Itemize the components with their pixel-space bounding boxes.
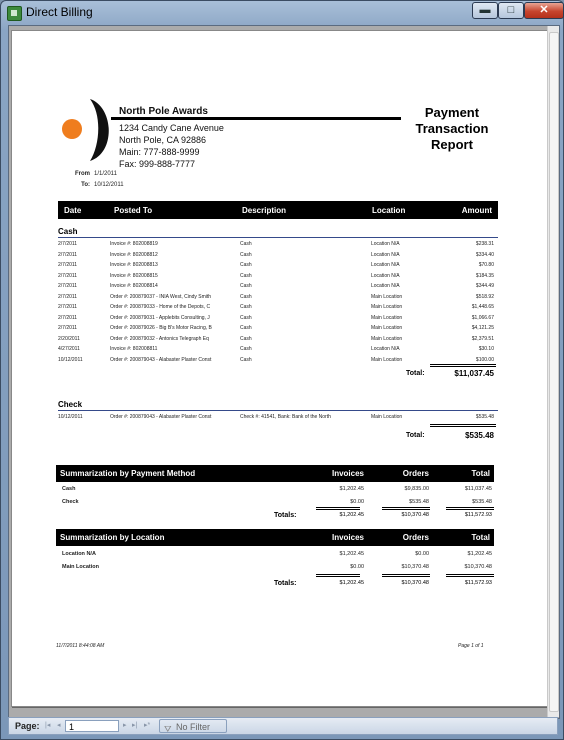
row-date: 2/7/2011 xyxy=(58,293,78,300)
cash-total-value: $11,037.45 xyxy=(454,369,494,378)
row-date: 2/7/2011 xyxy=(58,325,78,331)
to-date: 10/12/2011 xyxy=(94,182,124,188)
row-posted-to: Invoice #: 802008819 xyxy=(110,241,158,247)
table-row xyxy=(58,292,498,303)
report-title-line: Payment xyxy=(424,105,480,120)
row-date: 10/12/2011 xyxy=(58,414,83,420)
title-bar[interactable] xyxy=(1,1,563,25)
row-description: Cash xyxy=(240,356,252,363)
table-row xyxy=(58,250,498,261)
row-description: Cash xyxy=(240,272,252,279)
report-page xyxy=(11,30,548,707)
location-summary-rows xyxy=(56,548,494,574)
row-location: Main Location xyxy=(371,314,403,321)
check-section-rule xyxy=(58,410,498,411)
company-main-phone: Main: 777-888-9999 xyxy=(119,147,200,157)
row-description: Cash xyxy=(240,293,252,300)
report-title-line: Transaction xyxy=(415,121,489,136)
from-date: 1/1/2011 xyxy=(94,171,117,177)
payment-method-totals-label: Totals: xyxy=(274,512,297,519)
first-page-icon[interactable]: |◂ xyxy=(45,722,51,729)
row-location: Main Location xyxy=(371,293,403,300)
summary-label: Main Location xyxy=(62,564,99,570)
summary-total: $11,037.45 xyxy=(464,486,492,492)
table-row xyxy=(58,412,498,423)
row-description: Cash xyxy=(240,335,252,342)
summary-orders: $0.00 xyxy=(415,551,429,557)
row-location: Location N/A xyxy=(371,283,400,289)
date-range xyxy=(68,171,124,193)
new-record-icon[interactable]: ▸* xyxy=(144,722,151,729)
maximize-button[interactable]: □ xyxy=(498,2,524,19)
summary-orders: $9,835.00 xyxy=(404,486,429,492)
access-app-icon xyxy=(7,6,22,21)
row-location: Main Location xyxy=(371,325,403,331)
page-number-input[interactable]: 1 xyxy=(65,720,119,732)
row-date: 2/7/2011 xyxy=(58,241,78,247)
payment-method-total-rule xyxy=(446,507,494,510)
table-row xyxy=(58,334,498,345)
row-description: Cash xyxy=(240,314,252,321)
table-row xyxy=(58,302,498,313)
row-posted-to: Order #: 200879043 - Alabaster Plaster Const xyxy=(110,414,212,420)
check-total-label: Total: xyxy=(406,432,425,439)
summary-total: $10,370.48 xyxy=(464,564,492,570)
payment-method-summary-rows xyxy=(56,483,494,509)
row-posted-to: Invoice #: 802008815 xyxy=(110,272,158,279)
payment-method-orders-rule xyxy=(382,507,430,510)
footer-timestamp: 11/7/2011 8:44:08 AM xyxy=(56,643,105,649)
row-date: 2/7/2011 xyxy=(58,304,78,310)
row-location: Location N/A xyxy=(371,346,400,352)
row-amount: $238.31 xyxy=(475,241,494,247)
cash-total-rule xyxy=(430,364,496,367)
row-posted-to: Order #: 200879037 - INIA West, Cindy Smith xyxy=(110,293,212,300)
row-amount: $535.48 xyxy=(475,414,494,420)
table-row xyxy=(58,313,498,324)
table-row xyxy=(58,271,498,282)
table-row xyxy=(58,239,498,250)
col-description: Description xyxy=(242,206,287,215)
summary-invoices: $1,202.45 xyxy=(339,486,364,492)
minimize-button[interactable]: ▬ xyxy=(472,2,498,19)
row-amount: $334.40 xyxy=(475,251,494,258)
summary-label: Location N/A xyxy=(62,551,96,557)
row-description: Cash xyxy=(240,251,252,258)
row-posted-to: Order #: 200879032 - Antonics Telegraph Eq xyxy=(110,335,209,342)
summary-invoices: $0.00 xyxy=(350,499,364,505)
row-date: 2/7/2011 xyxy=(58,251,78,258)
check-total-rule xyxy=(430,424,496,427)
summary-row xyxy=(56,483,494,496)
location-totals-invoices: $1,202.45 xyxy=(339,580,364,586)
location-totals-label: Totals: xyxy=(274,580,297,587)
row-date: 2/7/2011 xyxy=(58,283,78,289)
row-posted-to: Invoice #: 802008814 xyxy=(110,283,158,289)
column-header-bar xyxy=(58,201,498,219)
row-date: 2/7/2011 xyxy=(58,262,78,268)
row-amount: $518.92 xyxy=(475,293,494,300)
to-label: To: xyxy=(81,182,90,188)
row-location: Main Location xyxy=(371,356,403,363)
check-total-value: $535.48 xyxy=(465,431,494,440)
scrollbar-thumb[interactable] xyxy=(549,32,559,712)
report-title-line: Report xyxy=(431,137,473,152)
from-label: From xyxy=(75,171,90,177)
cash-total-label: Total: xyxy=(406,370,425,377)
check-rows xyxy=(58,412,498,423)
page-label: Page: xyxy=(15,721,40,731)
col-location: Location xyxy=(372,206,406,215)
payment-method-invoices-header: Invoices xyxy=(331,469,364,478)
col-amount: Amount xyxy=(461,206,492,215)
location-total-header: Total xyxy=(471,533,490,542)
row-amount: $100.00 xyxy=(475,356,494,363)
row-date: 2/20/2011 xyxy=(58,335,80,342)
cash-section-title: Cash xyxy=(58,227,78,236)
summary-invoices: $1,202.45 xyxy=(339,551,364,557)
company-name: North Pole Awards xyxy=(119,106,208,117)
report-preview-area xyxy=(8,25,560,719)
row-date: 2/7/2011 xyxy=(58,314,78,321)
window-title: Direct Billing xyxy=(26,5,93,19)
last-page-icon[interactable]: ▸| xyxy=(132,722,138,729)
row-amount: $4,121.25 xyxy=(471,325,494,331)
payment-method-summary-title: Summarization by Payment Method xyxy=(60,469,196,478)
location-orders-header: Orders xyxy=(402,533,429,542)
row-posted-to: Invoice #: 802008812 xyxy=(110,251,158,258)
row-location: Location N/A xyxy=(371,272,400,279)
location-total-rule xyxy=(446,574,494,577)
row-amount: $70.80 xyxy=(478,262,494,268)
summary-total: $1,202.45 xyxy=(467,551,492,557)
row-posted-to: Order #: 200879031 - Applebits Consulting, J xyxy=(110,314,210,321)
location-invoices-header: Invoices xyxy=(331,533,364,542)
payment-method-orders-header: Orders xyxy=(402,469,429,478)
logo-arc-icon xyxy=(82,97,116,163)
report-title xyxy=(402,105,502,153)
table-row xyxy=(58,323,498,334)
table-row xyxy=(58,344,498,355)
location-orders-rule xyxy=(382,574,430,577)
next-page-icon[interactable]: ▸ xyxy=(123,722,127,729)
company-fax: Fax: 999-888-7777 xyxy=(119,159,196,169)
check-section-title: Check xyxy=(58,400,83,409)
record-navigation-bar xyxy=(8,717,558,735)
footer-page-number: Page 1 of 1 xyxy=(458,643,484,649)
row-location: Main Location xyxy=(371,414,403,420)
location-summary-title: Summarization by Location xyxy=(60,533,165,542)
company-city: North Pole, CA 92886 xyxy=(119,135,207,145)
payment-method-total-header: Total xyxy=(471,469,490,478)
row-amount: $344.49 xyxy=(475,283,494,289)
summary-label: Cash xyxy=(62,486,76,492)
row-posted-to: Invoice #: 802008811 xyxy=(110,346,158,352)
summary-total: $535.48 xyxy=(472,499,492,505)
row-description: Cash xyxy=(240,325,252,331)
row-amount: $30.10 xyxy=(478,346,494,352)
summary-orders: $535.48 xyxy=(409,499,429,505)
payment-method-invoices-rule xyxy=(316,507,360,510)
row-description: Cash xyxy=(240,241,252,247)
company-info xyxy=(119,106,224,170)
table-row xyxy=(58,260,498,271)
summary-row xyxy=(56,561,494,574)
row-description: Cash xyxy=(240,346,252,352)
row-amount: $1,066.67 xyxy=(471,314,494,321)
row-amount: $2,379.51 xyxy=(471,335,494,342)
vertical-scrollbar[interactable] xyxy=(547,26,559,717)
row-location: Location N/A xyxy=(371,262,400,268)
no-filter-label: No Filter xyxy=(176,722,211,732)
row-description: Cash xyxy=(240,283,252,289)
row-date: 2/7/2011 xyxy=(58,272,78,279)
row-description: Cash xyxy=(240,262,252,268)
row-posted-to: Invoice #: 802008813 xyxy=(110,262,158,268)
close-button[interactable]: ✕ xyxy=(524,2,564,19)
table-row xyxy=(58,281,498,292)
summary-label: Check xyxy=(62,499,79,505)
row-posted-to: Order #: 200879026 - Big B's Motor Racing, B xyxy=(110,325,212,331)
cash-section-rule xyxy=(58,237,498,238)
row-amount: $184.35 xyxy=(475,272,494,279)
row-description: Check #: 41541, Bank: Bank of the North xyxy=(240,414,331,420)
payment-method-summary-header xyxy=(56,465,494,482)
payment-method-totals-total: $11,572.93 xyxy=(464,512,492,518)
filter-icon: ⛛ xyxy=(164,724,172,734)
row-location: Main Location xyxy=(371,335,403,342)
row-posted-to: Order #: 200879043 - Alabaster Plaster Const xyxy=(110,356,212,363)
logo-dot-icon xyxy=(62,119,82,139)
company-address: 1234 Candy Cane Avenue xyxy=(119,123,224,133)
location-totals-orders: $10,370.48 xyxy=(401,580,429,586)
payment-method-totals-invoices: $1,202.45 xyxy=(339,512,364,518)
summary-orders: $10,370.48 xyxy=(401,564,429,570)
location-totals-total: $11,572.93 xyxy=(464,580,492,586)
location-summary-header xyxy=(56,529,494,546)
row-amount: $1,448.65 xyxy=(471,304,494,310)
row-date: 4/27/2011 xyxy=(58,346,80,352)
row-location: Main Location xyxy=(371,304,403,310)
payment-method-totals-orders: $10,370.48 xyxy=(401,512,429,518)
col-date: Date xyxy=(64,206,82,215)
summary-row xyxy=(56,548,494,561)
row-location: Location N/A xyxy=(371,251,400,258)
summary-invoices: $0.00 xyxy=(350,564,364,570)
row-date: 10/12/2011 xyxy=(58,356,83,363)
row-location: Location N/A xyxy=(371,241,400,247)
location-invoices-rule xyxy=(316,574,360,577)
previous-page-icon[interactable]: ◂ xyxy=(57,722,61,729)
col-posted-to: Posted To xyxy=(114,206,153,215)
row-posted-to: Order #: 200879033 - Home of the Depots, C xyxy=(110,304,211,310)
row-description: Cash xyxy=(240,304,252,310)
cash-rows xyxy=(58,239,498,365)
no-filter-button[interactable] xyxy=(159,719,227,733)
